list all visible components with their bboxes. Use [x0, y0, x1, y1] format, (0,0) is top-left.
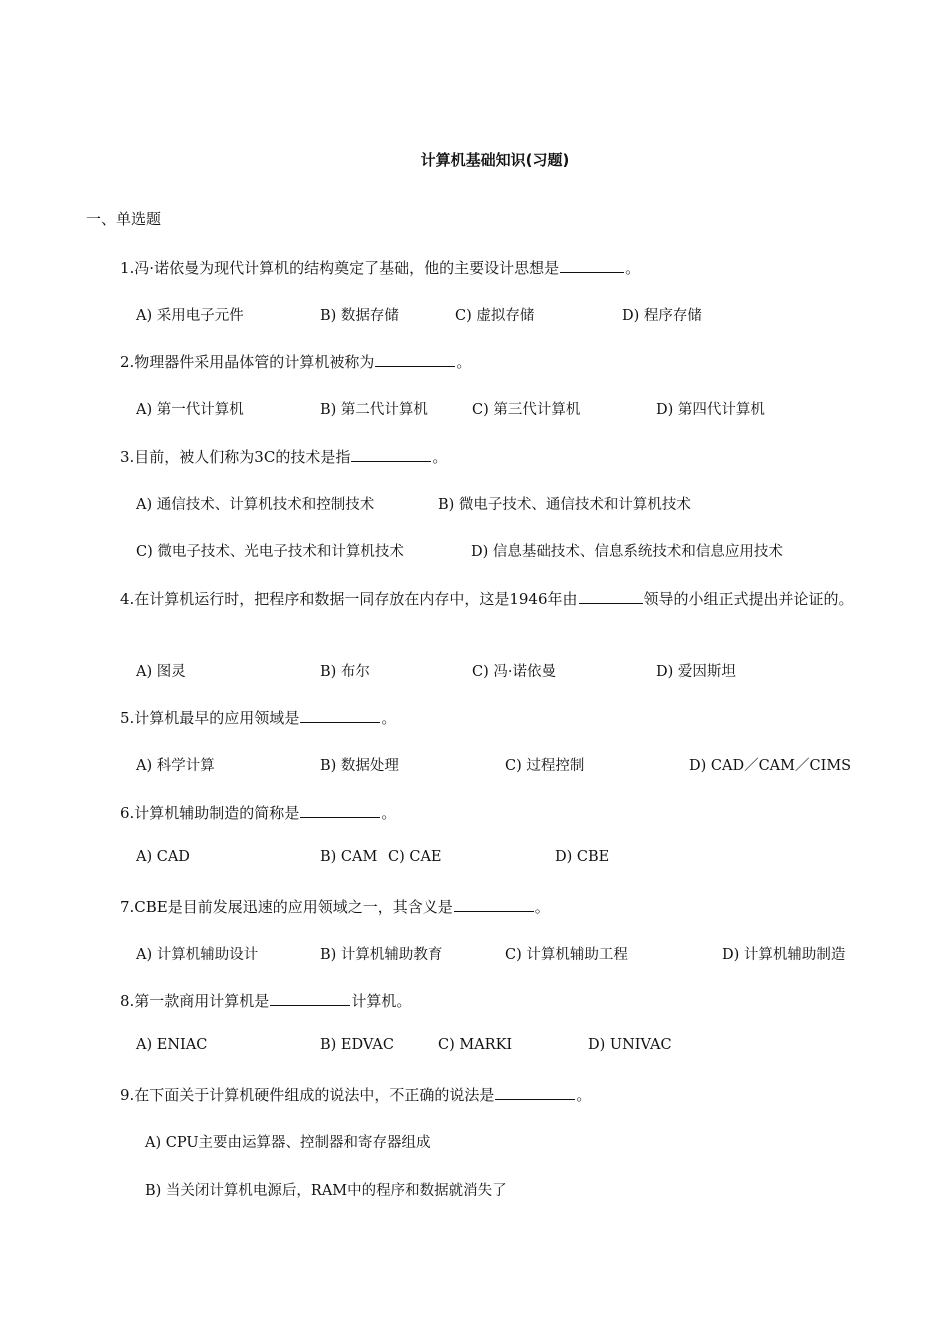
option-b: B) 微电子技术、通信技术和计算机技术	[438, 497, 691, 513]
question-text-end: 。	[456, 353, 472, 371]
question-text-end: 计算机。	[351, 992, 412, 1010]
answer-blank	[300, 803, 380, 818]
option-b: B) 第二代计算机	[320, 402, 428, 418]
option-d: D) UNIVAC	[588, 1037, 672, 1053]
question-text-end: 。	[625, 259, 641, 277]
question-text: 7.CBE是目前发展迅速的应用领域之一，其含义是	[120, 898, 453, 916]
question-8	[120, 990, 411, 1011]
option-a: A) 计算机辅助设计	[136, 947, 259, 963]
option-a: A) CPU主要由运算器、控制器和寄存器组成	[145, 1135, 431, 1151]
option-b: B) 数据存储	[320, 308, 399, 324]
option-c: C) 计算机辅助工程	[505, 947, 628, 963]
option-a: A) ENIAC	[136, 1037, 208, 1053]
question-text-end: 领导的小组正式提出并论证的。	[643, 590, 854, 608]
option-a: A) 通信技术、计算机技术和控制技术	[136, 497, 375, 513]
option-b: B) 数据处理	[320, 758, 399, 774]
answer-blank	[351, 447, 431, 462]
question-text-end: 。	[576, 1086, 592, 1104]
option-a: A) 科学计算	[136, 758, 215, 774]
option-a: A) 第一代计算机	[136, 402, 244, 418]
answer-blank	[495, 1085, 575, 1100]
option-d: D) 程序存储	[622, 308, 702, 324]
page-title: 计算机基础知识(习题)	[420, 151, 570, 169]
question-3	[120, 446, 447, 467]
option-b: B) 布尔	[320, 664, 370, 680]
question-9	[120, 1084, 591, 1105]
question-text: 2.物理器件采用晶体管的计算机被称为	[120, 353, 375, 371]
question-text: 6.计算机辅助制造的简称是	[120, 804, 300, 822]
option-b: B) CAM	[320, 849, 378, 865]
question-4	[120, 588, 854, 609]
question-1	[120, 257, 640, 278]
question-6	[120, 802, 396, 823]
question-7	[120, 896, 550, 917]
question-text-end: 。	[534, 898, 550, 916]
answer-blank	[560, 258, 624, 273]
question-text-end: 。	[381, 804, 397, 822]
option-c: C) 虚拟存储	[455, 308, 535, 324]
question-text: 4.在计算机运行时，把程序和数据一同存放在内存中，这是1946年由	[120, 590, 578, 608]
option-c: C) 冯·诺依曼	[472, 664, 556, 680]
answer-blank	[579, 589, 643, 604]
option-c: C) 微电子技术、光电子技术和计算机技术	[136, 544, 404, 560]
question-text-end: 。	[432, 448, 448, 466]
option-d: D) 信息基础技术、信息系统技术和信息应用技术	[471, 544, 783, 560]
question-text: 3.目前，被人们称为3C的技术是指	[120, 448, 351, 466]
option-d: D) 第四代计算机	[656, 402, 765, 418]
option-b: B) 当关闭计算机电源后，RAM中的程序和数据就消失了	[145, 1183, 507, 1199]
question-text-end: 。	[381, 709, 397, 727]
section-heading: 一、单选题	[86, 210, 162, 228]
option-d: D) CBE	[555, 849, 610, 865]
option-c: C) CAE	[388, 849, 442, 865]
answer-blank	[454, 897, 534, 912]
option-a: A) CAD	[136, 849, 190, 865]
option-a: A) 采用电子元件	[136, 308, 244, 324]
answer-blank	[375, 352, 455, 367]
question-2	[120, 351, 471, 372]
option-c: C) 第三代计算机	[472, 402, 581, 418]
question-5	[120, 707, 396, 728]
option-c: C) MARKI	[438, 1037, 513, 1053]
option-d: D) 爱因斯坦	[656, 664, 736, 680]
option-d: D) CAD／CAM／CIMS	[689, 758, 852, 774]
question-text: 1.冯·诺依曼为现代计算机的结构奠定了基础，他的主要设计思想是	[120, 259, 560, 277]
answer-blank	[270, 991, 350, 1006]
option-b: B) 计算机辅助教育	[320, 947, 443, 963]
option-b: B) EDVAC	[320, 1037, 394, 1053]
question-text: 8.第一款商用计算机是	[120, 992, 270, 1010]
option-a: A) 图灵	[136, 664, 186, 680]
answer-blank	[300, 708, 380, 723]
question-text: 5.计算机最早的应用领域是	[120, 709, 300, 727]
option-c: C) 过程控制	[505, 758, 585, 774]
option-d: D) 计算机辅助制造	[722, 947, 846, 963]
question-text: 9.在下面关于计算机硬件组成的说法中，不正确的说法是	[120, 1086, 495, 1104]
